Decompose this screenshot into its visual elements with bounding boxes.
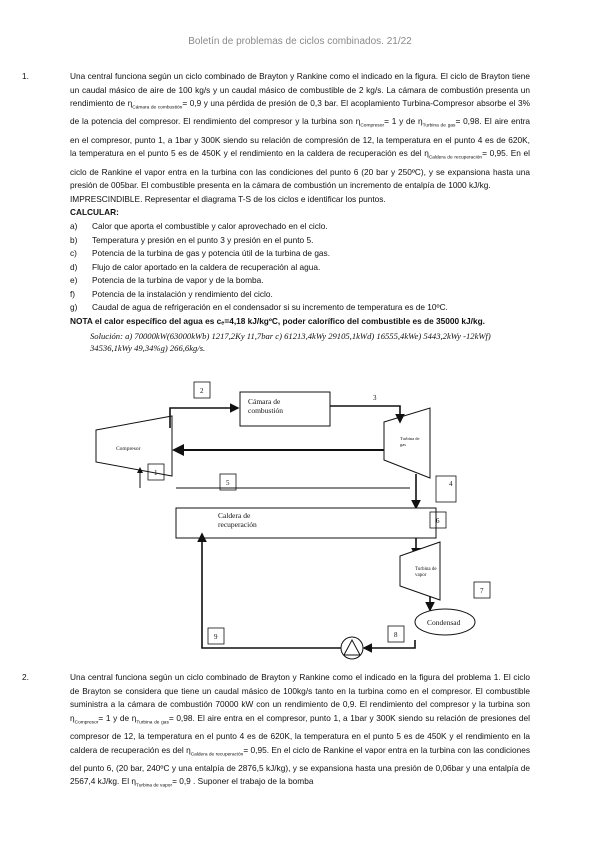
nota: NOTA el calor específico del agua es cₑ=4,18 kJ/kgºC, poder calorífico del combustible es de 35000 kJ/kg.: [70, 316, 485, 327]
turbina-gas-label-1: Turbina de: [400, 436, 420, 441]
point-label-1: 1: [154, 469, 158, 477]
list-item: c) Potencia de la turbina de gas y potencia útil de la turbina de gas.: [70, 248, 331, 259]
problem-2: [22, 671, 531, 794]
point-label-2: 2: [200, 387, 204, 395]
solution: Solución: a) 70000kW(63000kWb) 1217,2Ky 11,7bar c) 61213,4kWy 29105,1kWd) 16555,4kWe) 5443,2kWy -12kWf) 34536,1kWy 49,34%g) 266,6kg/s.: [90, 330, 491, 353]
list-item: e) Potencia de la turbina de vapor y de la bomba.: [70, 275, 264, 286]
point-label-4: 4: [449, 480, 453, 488]
list-item: g) Caudal de agua de refrigeración en el condensador si su incremento de temperatura es de 10ºC.: [70, 302, 448, 313]
point-label-3: 3: [373, 394, 377, 402]
list-item: d) Flujo de calor aportado en la caldera de recuperación al agua.: [70, 261, 321, 272]
condensador-label: Condensad: [427, 618, 461, 627]
problem-1-statement: Una central funciona según un ciclo combinado de Brayton y Rankine como el indicado en la figura. El ciclo de Brayton tiene un caudal másico de aire de 100 kg/s y un caudal másico de combustible de 2 kg/s. La cámara de combustión presenta un rendimiento de $\eta_{Cámara de combustión}= 0,9$ y una pérdida de presión de 0,3 bar. El acoplamiento Turbina-Compresor absorbe el 3% de la potencia del compresor. El rendimiento del compresor y la turbina son $\eta_{Compresor}= 1$ y de $\eta_{Turbina de gas}= 0,98$. El aire entra en el compresor, punto 1, a 1bar y 300K siendo su relación de compresión de 12, la temperatura en el punto 4 es de 620K, la temperatura en el punto 5 es de 450K y el rendimiento en la caldera de recuperación es del $\eta_{Caldera de recuperación}= 0,95$. En el ciclo de Rankine el vapor entra en la turbina con las condiciones del punto 6 (20 bar y 250ºC), y se expansiona hasta una presión de 005bar. El combustible presenta en la cámara de combustión un incremento de entalpía de 1000 kJ/kg.: [70, 71, 530, 191]
list-item: b) Temperatura y presión en el punto 3 y presión en el punto 5.: [70, 234, 314, 245]
compresor-label: Compresor: [116, 446, 141, 452]
heat-recovery-boiler: [176, 508, 436, 538]
point-label-8: 8: [394, 631, 398, 639]
caldera-label-2: recuperación: [218, 520, 257, 529]
turbina-gas-label-2: gas: [400, 442, 406, 447]
problem-2-statement: Una central funciona según un ciclo combinado de Brayton y Rankine como el indicado en la figura del problema 1. El ciclo de Brayton se considera que tiene un caudal másico de 100kg/s tanto en la turbina como en el compresor. El combustible suministra a la cámara de combustión 70000 kW con un rendimiento de 0,9. El rendimiento del compresor y la turbina son $\eta_{Compresor}= 1$ y de $\eta_{Turbina de gas}= 0,98$. El aire entra en el compresor, punto 1, a 1bar y 300K siendo su relación de presiones del compresor de 12, la temperatura en el punto 4 es de 620K, la temperatura en el punto 5 es de 450K y el rendimiento en la caldera de recuperación es del $\eta_{Caldera de recuperación}= 0,95$. En el ciclo de Rankine el vapor entra en la turbina con las condiciones del punto 6, (20 bar, 240ºC y una entalpía de 2876,5 kJ/kg), y se expansiona hasta una presión de 0,06bar y una entalpía de 2567,4 kJ/kg. El $\eta_{Turbina de vapor}= 0,9$ . Suponer el trabajo de la bomba: [70, 672, 531, 790]
list-item: a) Calor que aporta el combustible y calor aprovechado en el ciclo.: [70, 220, 328, 231]
point-label-6: 6: [436, 517, 440, 525]
calcular-heading: CALCULAR:: [70, 207, 119, 218]
page-header: Boletín de problemas de ciclos combinados. 21/22: [188, 36, 412, 47]
caldera-label-1: Caldera de: [218, 511, 251, 520]
turbina-vapor-label-1: Turbina de: [415, 567, 437, 572]
point-label-5: 5: [226, 479, 230, 487]
combined-cycle-diagram: [90, 378, 500, 668]
camara-label-2: combustión: [248, 406, 283, 415]
camara-label-1: Cámara de: [248, 397, 281, 406]
point-label-7: 7: [480, 587, 484, 595]
gas-turbine: [384, 408, 430, 478]
list-item: f) Potencia de la instalación y rendimiento del ciclo.: [70, 288, 273, 299]
point-label-9: 9: [214, 633, 218, 641]
turbina-vapor-label-2: vapor: [415, 573, 427, 578]
problem-number: 2.: [22, 672, 29, 682]
problem-number: 1.: [22, 71, 29, 81]
problem-1: [22, 70, 530, 354]
question-list: [70, 220, 530, 315]
imprescindible-note: IMPRESCINDIBLE. Representar el diagrama T-S de los ciclos e identificar los puntos.: [70, 193, 386, 204]
